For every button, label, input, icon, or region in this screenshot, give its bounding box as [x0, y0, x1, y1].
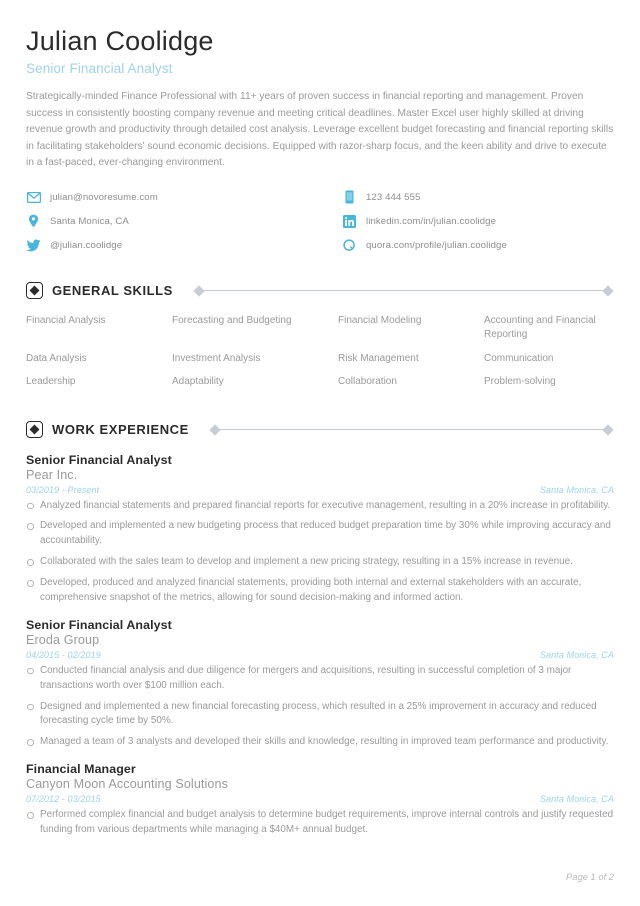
job-date: 07/2012 - 03/2015: [26, 794, 101, 805]
job-role: Senior Financial Analyst: [26, 452, 172, 467]
contact-item-quora[interactable]: [342, 236, 614, 255]
skill-item: Collaboration: [338, 376, 397, 388]
job-bullet: Developed and implemented a new budgeting process that reduced budget preparation time by 30% while improving accuracy and accountability.: [26, 519, 614, 549]
section-header-general-skills: [26, 280, 614, 302]
job-meta: [26, 650, 614, 660]
job-bullet-list: [26, 808, 614, 838]
skill-item: Financial Modeling: [338, 314, 422, 326]
divider-dot-left: [209, 424, 220, 435]
divider-line: [203, 290, 604, 291]
skills-grid: [26, 314, 614, 399]
section-header-work-experience: [26, 419, 614, 441]
location-pin-icon: [26, 214, 41, 229]
skill-item: Investment Analysis: [172, 352, 261, 364]
header: [26, 26, 614, 172]
contact-item-location: [26, 212, 320, 231]
job-role: Financial Manager: [26, 762, 136, 777]
contact-text-location: Santa Monica, CA: [50, 215, 129, 227]
job-company: Eroda Group: [26, 632, 100, 647]
job-meta: [26, 485, 614, 495]
job-bullet: Analyzed financial statements and prepared financial reports for executive management, resulting in a 20% increase in profitability.: [26, 499, 614, 514]
job-company: Canyon Moon Accounting Solutions: [26, 777, 229, 792]
section-work-experience: [26, 419, 614, 838]
linkedin-icon: [342, 214, 357, 229]
job-location: Santa Monica, CA: [539, 794, 614, 805]
phone-icon: [342, 190, 357, 205]
diamond-badge-icon: [26, 282, 43, 299]
skill-item: Leadership: [26, 376, 76, 388]
divider-line: [219, 429, 604, 430]
skill-item: Accounting and Financial Reporting: [484, 314, 596, 341]
contact-item-email[interactable]: [26, 188, 320, 207]
job-bullet: Collaborated with the sales team to develop and implement a new pricing strategy, resulting in a 15% increase in revenue.: [26, 555, 614, 570]
job-bullet-list: [26, 499, 614, 606]
candidate-job-title: Senior Financial Analyst: [26, 61, 173, 77]
experience-entry: [26, 453, 614, 606]
section-divider: [211, 426, 612, 434]
skill-item: Communication: [484, 352, 554, 364]
job-bullet: Managed a team of 3 analysts and developed their skills and knowledge, resulting in improved team performance and productivity.: [26, 735, 614, 750]
job-bullet: Developed, produced and analyzed financial statements, providing both internal and external stakeholders with an accurate, comprehensive snapshot of the metrics, allowing for sound decision-making and informed action.: [26, 576, 614, 606]
quora-icon: [342, 238, 357, 253]
contact-details: [26, 188, 614, 260]
job-location: Santa Monica, CA: [539, 484, 614, 495]
email-icon: [26, 190, 41, 205]
section-divider: [195, 287, 612, 295]
job-date: 04/2015 - 02/2019: [26, 649, 101, 660]
contact-item-twitter[interactable]: [26, 236, 320, 255]
contact-text-phone: 123 444 555: [366, 191, 421, 203]
contact-text-twitter: @julian.coolidge: [50, 239, 123, 251]
contact-text-linkedin: linkedin.com/in/julian.coolidge: [366, 215, 497, 227]
job-role: Senior Financial Analyst: [26, 617, 172, 632]
experience-entry: [26, 618, 614, 750]
job-bullet: Conducted financial analysis and due diligence for mergers and acquisitions, resulting in successful completion of 3 major transactions worth over $100 million each.: [26, 664, 614, 694]
experience-entry: [26, 762, 614, 838]
skill-item: Data Analysis: [26, 352, 87, 364]
contact-text-email: julian@novoresume.com: [50, 191, 158, 203]
job-location: Santa Monica, CA: [539, 649, 614, 660]
job-bullet-list: [26, 664, 614, 750]
section-title-work-experience: WORK EXPERIENCE: [52, 422, 189, 438]
contact-item-linkedin[interactable]: [342, 212, 614, 231]
section-title-general-skills: GENERAL SKILLS: [52, 283, 173, 299]
section-general-skills: [26, 280, 614, 399]
page-footer: Page 1 of 2: [566, 871, 614, 882]
professional-summary: Strategically-minded Finance Professional with 11+ years of proven success in financial reporting and management. Proven success in consistently boosting company revenue and meeting critical deadlines. Master Excel user highly skilled at driving revenue growth and productivity through detailed cost analysis. Leverage excellent budget forecasting and financial reporting skills in facilitating stakeholders' sound economic decisions. Equipped with razor-sharp focus, and the keen ability and drive to execute in a fast-paced, ever-changing environment.: [26, 91, 614, 169]
skill-item: Problem-solving: [484, 376, 556, 388]
skill-item: Financial Analysis: [26, 314, 106, 326]
contact-column-right: [320, 188, 614, 260]
skill-item: Adaptability: [172, 376, 224, 388]
contact-text-quora: quora.com/profile/julian.coolidge: [366, 239, 507, 251]
job-date: 03/2019 - Present: [26, 484, 100, 495]
skill-item: Risk Management: [338, 352, 419, 364]
candidate-name: Julian Coolidge: [26, 26, 214, 56]
contact-item-phone[interactable]: [342, 188, 614, 207]
job-meta: [26, 794, 614, 804]
contact-column-left: [26, 188, 320, 260]
divider-dot-left: [193, 285, 204, 296]
divider-dot-right: [602, 285, 613, 296]
twitter-icon: [26, 238, 41, 253]
job-bullet: Designed and implemented a new financial forecasting process, which resulted in a 25% improvement in accuracy and reduced forecasting cycle time by 50%.: [26, 700, 614, 730]
job-company: Pear Inc.: [26, 467, 78, 482]
diamond-badge-icon: [26, 421, 43, 438]
divider-dot-right: [602, 424, 613, 435]
skill-item: Forecasting and Budgeting: [172, 314, 292, 326]
job-bullet: Performed complex financial and budget analysis to determine budget requirements, improve internal controls and justify requested funding from various departments while managing a $40M+ annual budget.: [26, 808, 614, 838]
